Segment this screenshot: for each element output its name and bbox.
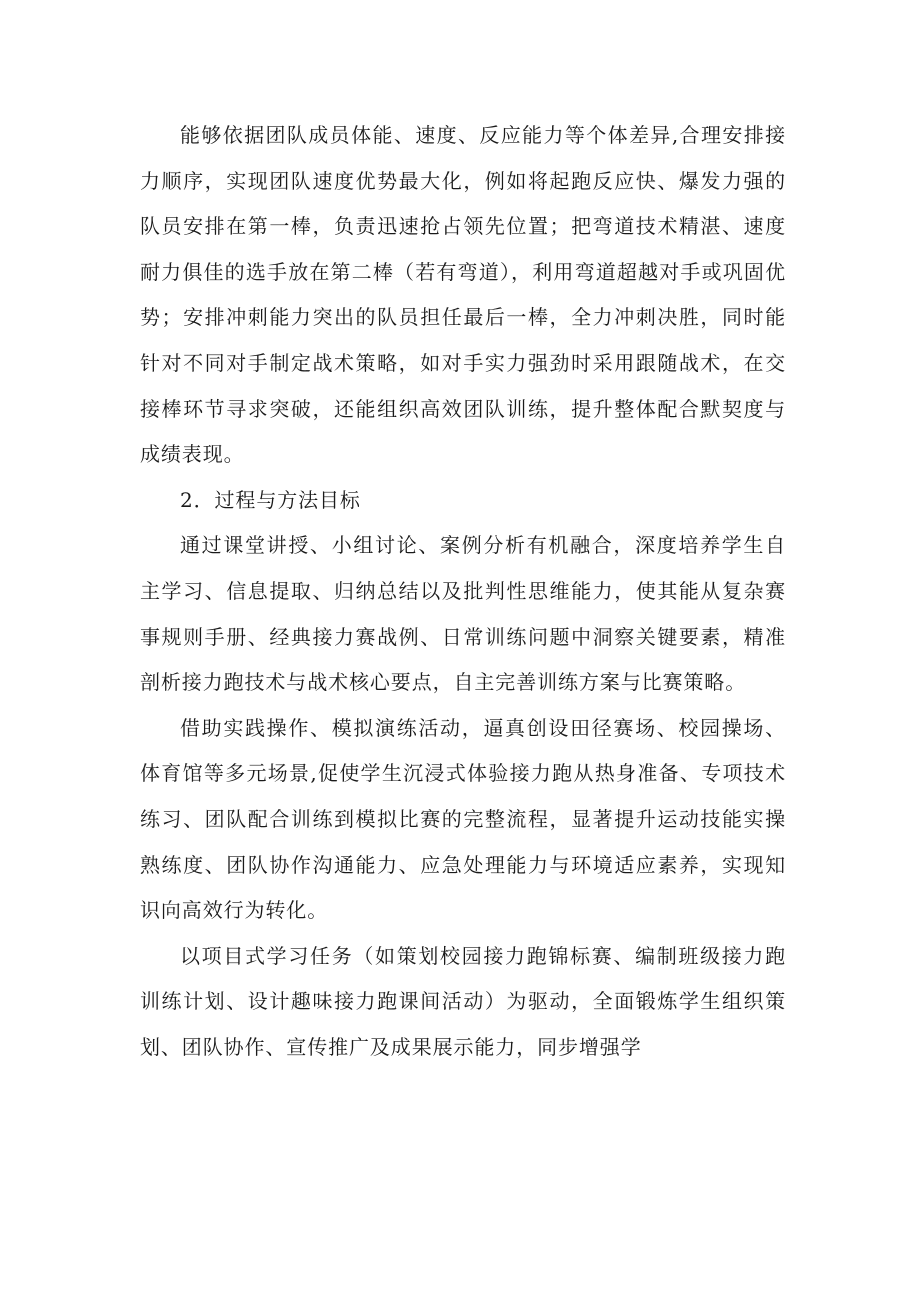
paragraph-project-learning: 以项目式学习任务（如策划校园接力跑锦标赛、编制班级接力跑训练计划、设计趣味接力跑课间活动）为驱动，全面锻炼学生组织策划、团队协作、宣传推广及成果展示能力，同步增强学: [140, 943, 786, 1059]
paragraph-classroom-teaching: 通过课堂讲授、小组讨论、案例分析有机融合，深度培养学生自主学习、信息提取、归纳总结以及批判性思维能力，使其能从复杂赛事规则手册、经典接力赛战例、日常训练问题中洞察关键要素，精准剖析接力跑技术与战术核心要点，自主完善训练方案与比赛策略。: [140, 533, 786, 695]
section-heading-process-method-goals: 2．过程与方法目标: [180, 487, 361, 512]
paragraph-team-arrangement: 能够依据团队成员体能、速度、反应能力等个体差异,合理安排接力顺序，实现团队速度优势最大化，例如将起跑反应快、爆发力强的队员安排在第一棒，负责迅速抢占领先位置；把弯道技术精湛、速度耐力俱佳的选手放在第二棒（若有弯道），利用弯道超越对手或巩固优势；安排冲刺能力突出的队员担任最后一棒，全力冲刺决胜，同时能针对不同对手制定战术策略，如对手实力强劲时采用跟随战术，在交接棒环节寻求突破，还能组织高效团队训练，提升整体配合默契度与成绩表现。: [140, 123, 786, 467]
paragraph-practice-simulation: 借助实践操作、模拟演练活动，逼真创设田径赛场、校园操场、体育馆等多元场景,促使学生沉浸式体验接力跑从热身准备、专项技术练习、团队配合训练到模拟比赛的完整流程，显著提升运动技能实操熟练度、团队协作沟通能力、应急处理能力与环境适应素养，实现知识向高效行为转化。: [140, 715, 786, 923]
document-body: [140, 113, 786, 1070]
